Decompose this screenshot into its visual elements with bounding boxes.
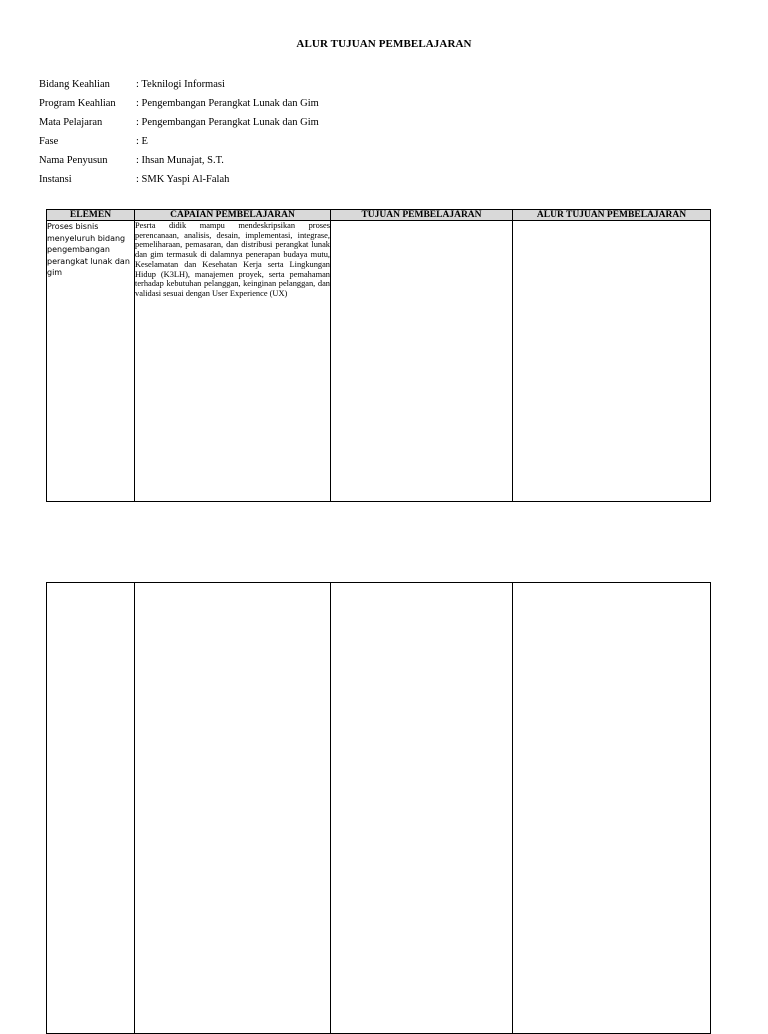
learning-table bbox=[46, 209, 711, 502]
meta-row-bidang bbox=[39, 75, 319, 94]
table-row bbox=[47, 221, 711, 502]
meta-value: : SMK Yaspi Al-Falah bbox=[136, 174, 230, 185]
table-row bbox=[47, 583, 711, 1034]
cell-tujuan-empty bbox=[331, 583, 513, 1034]
cell-alur bbox=[513, 221, 711, 502]
cell-alur-empty bbox=[513, 583, 711, 1034]
cell-capaian: Pesrta didik mampu mendeskripsikan proses perencanaan, analisis, desain, implementasi, integrase, pemeliharaan, pemasaran, dan distribusi perangkat lunak dan gim termasuk di dalamnya penerapan budaya mutu, Keselamatan dan Kesehatan Kerja serta Lingkungan Hidup (K3LH), manajemen proyek, serta pemahaman terhadap kebutuhan pelanggan, keinginan pelanggan, dan validasi sesuai dengan User Experience (UX) bbox=[135, 221, 331, 502]
meta-label: Program Keahlian bbox=[39, 98, 116, 109]
cell-tujuan bbox=[331, 221, 513, 502]
header-elemen: ELEMEN bbox=[47, 210, 135, 221]
meta-value: : Ihsan Munajat, S.T. bbox=[136, 155, 224, 166]
cell-capaian-empty bbox=[135, 583, 331, 1034]
meta-row-penyusun bbox=[39, 151, 319, 170]
document-title: ALUR TUJUAN PEMBELAJARAN bbox=[296, 38, 472, 50]
meta-value: : Teknilogi Informasi bbox=[136, 79, 225, 90]
meta-label: Instansi bbox=[39, 174, 72, 185]
cell-elemen-empty bbox=[47, 583, 135, 1034]
header-alur: ALUR TUJUAN PEMBELAJARAN bbox=[513, 210, 711, 221]
meta-label: Mata Pelajaran bbox=[39, 117, 103, 128]
meta-label: Nama Penyusun bbox=[39, 155, 108, 166]
meta-label: Fase bbox=[39, 136, 59, 147]
table-header-row bbox=[47, 210, 711, 221]
header-tujuan: TUJUAN PEMBELAJARAN bbox=[331, 210, 513, 221]
meta-label: Bidang Keahlian bbox=[39, 79, 110, 90]
meta-value: : Pengembangan Perangkat Lunak dan Gim bbox=[136, 98, 319, 109]
learning-table-continued bbox=[46, 582, 711, 1034]
meta-row-fase bbox=[39, 132, 319, 151]
meta-row-instansi bbox=[39, 170, 319, 189]
meta-row-program bbox=[39, 94, 319, 113]
document-meta bbox=[39, 75, 319, 189]
header-capaian: CAPAIAN PEMBELAJARAN bbox=[135, 210, 331, 221]
cell-elemen: Proses bisnis menyeluruh bidang pengembangan perangkat lunak dan gim bbox=[47, 221, 135, 502]
meta-value: : E bbox=[136, 136, 148, 147]
meta-value: : Pengembangan Perangkat Lunak dan Gim bbox=[136, 117, 319, 128]
meta-row-mapel bbox=[39, 113, 319, 132]
